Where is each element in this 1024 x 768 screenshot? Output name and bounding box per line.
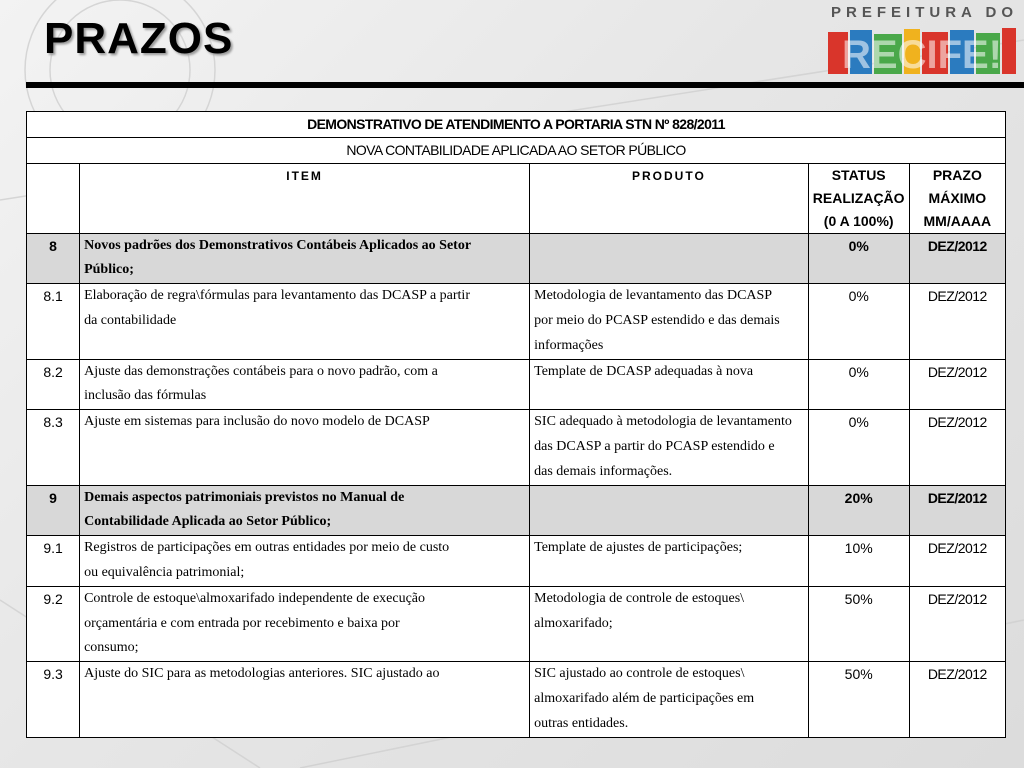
header-item: ITEM	[80, 163, 530, 233]
row-item-line: Novos padrões dos Demonstrativos Contábeis Aplicados ao Setor	[84, 237, 472, 253]
row-item	[80, 485, 530, 536]
row-produto	[530, 233, 809, 284]
row-status: 0%	[808, 410, 909, 485]
row-item-line: consumo;	[84, 640, 139, 656]
row-item-line: ou equivalência patrimonial;	[84, 564, 245, 580]
row-produto	[530, 359, 809, 410]
header-status-line1: STATUS	[831, 166, 886, 183]
header-status-line3: (0 A 100%)	[823, 212, 894, 229]
row-prazo: DEZ/2012	[909, 536, 1005, 587]
row-item-line: Contabilidade Aplicada ao Setor Público;	[84, 514, 332, 530]
row-status: 0%	[808, 359, 909, 410]
row-item-line: inclusão das fórmulas	[84, 388, 207, 404]
header-produto: PRODUTO	[530, 163, 809, 233]
row-number: 8	[27, 233, 80, 284]
row-produto-line: almoxarifado;	[534, 615, 613, 631]
table-row	[27, 536, 1006, 587]
row-prazo: DEZ/2012	[909, 485, 1005, 536]
header-prazo-line1: PRAZO	[932, 166, 982, 183]
row-number: 9.2	[27, 586, 80, 661]
header-status-line2: REALIZAÇÃO	[812, 189, 905, 206]
row-item	[80, 662, 530, 737]
row-prazo: DEZ/2012	[909, 233, 1005, 284]
row-produto-line: Template de ajustes de participações;	[534, 540, 743, 556]
row-item-line: orçamentária e com entrada por recebimento e baixa por	[84, 615, 400, 631]
row-prazo: DEZ/2012	[909, 284, 1005, 359]
header-num	[27, 163, 80, 233]
row-item-line: Ajuste em sistemas para inclusão do novo modelo de DCASP	[84, 414, 430, 430]
row-item-line: Demais aspectos patrimoniais previstos no Manual de	[84, 489, 405, 505]
row-produto	[530, 586, 809, 661]
row-item-line: Registros de participações em outras entidades por meio de custo	[84, 540, 450, 556]
row-produto	[530, 536, 809, 587]
table-title-row	[27, 112, 1006, 138]
row-produto-line: almoxarifado além de participações em	[534, 690, 755, 706]
row-produto-line: Metodologia de levantamento das DCASP	[534, 288, 773, 304]
row-item-line: Público;	[84, 262, 134, 278]
header-prazo-line2: MÁXIMO	[928, 189, 987, 206]
row-produto-line: outras entidades.	[534, 715, 629, 731]
table-subtitle: NOVA CONTABILIDADE APLICADA AO SETOR PÚBLICO	[27, 137, 1006, 163]
table-group-row	[27, 233, 1006, 284]
prazos-table	[26, 111, 1006, 738]
table-row	[27, 586, 1006, 661]
row-prazo: DEZ/2012	[909, 359, 1005, 410]
row-produto-line: informações	[534, 337, 604, 353]
table-row	[27, 662, 1006, 737]
row-produto-line: das demais informações.	[534, 463, 673, 479]
table-group-row	[27, 485, 1006, 536]
row-produto	[530, 485, 809, 536]
row-status: 50%	[808, 662, 909, 737]
row-prazo: DEZ/2012	[909, 586, 1005, 661]
row-number: 9.3	[27, 662, 80, 737]
row-produto-line: SIC adequado à metodologia de levantamento	[534, 414, 792, 430]
row-status: 10%	[808, 536, 909, 587]
row-produto-line: SIC ajustado ao controle de estoques\	[534, 666, 745, 682]
prefeitura-recife-logo	[826, 4, 1018, 78]
row-produto	[530, 662, 809, 737]
table-title: DEMONSTRATIVO DE ATENDIMENTO A PORTARIA STN Nº 828/2011	[27, 112, 1006, 138]
header-prazo-line3: MM/AAAA	[923, 212, 992, 229]
logo-top-text: PREFEITURA DO	[831, 4, 1018, 21]
row-prazo: DEZ/2012	[909, 662, 1005, 737]
row-produto-line: Metodologia de controle de estoques\	[534, 590, 745, 606]
row-produto	[530, 410, 809, 485]
row-item	[80, 536, 530, 587]
row-item	[80, 233, 530, 284]
row-status: 0%	[808, 284, 909, 359]
row-produto-line: das DCASP a partir do PCASP estendido e	[534, 438, 775, 454]
table-subtitle-row	[27, 137, 1006, 163]
row-status: 20%	[808, 485, 909, 536]
row-item-line: Controle de estoque\almoxarifado independente de execução	[84, 590, 426, 606]
svg-text:RECIFE!: RECIFE!	[842, 33, 1002, 77]
header-prazo	[909, 163, 1005, 233]
row-item-line: Ajuste das demonstrações contábeis para o novo padrão, com a	[84, 363, 438, 379]
table-row	[27, 359, 1006, 410]
row-item	[80, 586, 530, 661]
header-status	[808, 163, 909, 233]
row-item	[80, 284, 530, 359]
row-status: 50%	[808, 586, 909, 661]
row-number: 8.1	[27, 284, 80, 359]
logo-word-recife	[826, 26, 1018, 78]
row-number: 9	[27, 485, 80, 536]
row-number: 8.3	[27, 410, 80, 485]
table-row	[27, 284, 1006, 359]
slide-title: PRAZOS	[44, 14, 234, 63]
row-item-line: Ajuste do SIC para as metodologias anteriores. SIC ajustado ao	[84, 666, 440, 682]
row-produto-line: Template de DCASP adequadas à nova	[534, 363, 754, 379]
title-divider	[26, 82, 1024, 88]
row-number: 8.2	[27, 359, 80, 410]
row-prazo: DEZ/2012	[909, 410, 1005, 485]
row-item	[80, 359, 530, 410]
row-item-line: da contabilidade	[84, 312, 177, 328]
table-row	[27, 410, 1006, 485]
row-produto-line: por meio do PCASP estendido e das demais	[534, 312, 780, 328]
row-item	[80, 410, 530, 485]
column-header-row	[27, 163, 1006, 233]
row-status: 0%	[808, 233, 909, 284]
row-number: 9.1	[27, 536, 80, 587]
row-item-line: Elaboração de regra\fórmulas para levantamento das DCASP a partir	[84, 288, 470, 304]
row-produto	[530, 284, 809, 359]
